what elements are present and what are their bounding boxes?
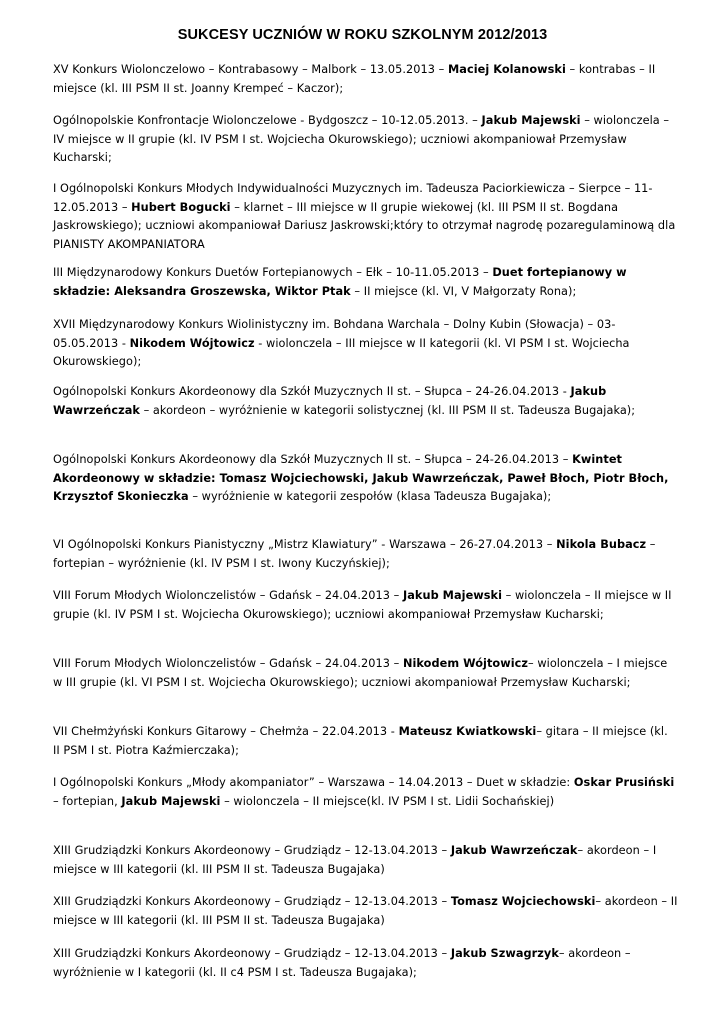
achievement-entry (53, 842, 678, 879)
participant-name: Nikodem Wójtowicz (402, 657, 529, 670)
entry-text: Ogólnopolski Konkurs Akordeonowy dla Szkół Muzycznych II st. – Słupca – 24-26.04.2013 - (53, 385, 571, 398)
entry-text: – klarnet – III miejsce w II grupie wiekowej (kl. III PSM II st. Bogdana Jaskrowskiego); uczniowi akompaniował Dariusz Jaskrowski;który to otrzymał nagrodę pozaregulaminową dla PIANISTY AKOMPANIATORA (53, 200, 676, 251)
entry-text: XIII Grudziądzki Konkurs Akordeonowy – Grudziądz – 12-13.04.2013 – (53, 947, 451, 960)
achievement-entry (53, 264, 678, 301)
entry-text: – II miejsce (kl. VI, V Małgorzaty Rona); (350, 284, 577, 298)
entry-text: – kontrabas – II miejsce (kl. III PSM II st. Joanny Krempeć – Kaczor); (53, 63, 656, 95)
entry-text: VII Chełmżyński Konkurs Gitarowy – Chełmża – 22.04.2013 - (53, 725, 399, 738)
entry-text: XIII Grudziądzki Konkurs Akordeonowy – Grudziądz – 12-13.04.2013 – (53, 895, 451, 908)
entry-text: Ogólnopolski Konkurs Akordeonowy dla Szkół Muzycznych II st. – Słupca – 24-26.04.2013 – (53, 453, 573, 466)
participant-name: Jakub Szwagrzyk (450, 947, 559, 960)
participant-name: Oskar Prusiński (573, 776, 675, 789)
achievement-entry (53, 587, 678, 624)
entry-text: VIII Forum Młodych Wiolonczelistów – Gdańsk – 24.04.2013 – (53, 657, 403, 670)
entry-text: – gitara – II miejsce (kl. II PSM I st. Piotra Kaźmierczaka); (53, 725, 668, 757)
achievement-entry (53, 655, 678, 692)
entry-text: – akordeon – wyróżnienie w kategorii solistycznej (kl. III PSM II st. Tadeusza Bugajaka); (139, 403, 636, 417)
entry-text: – akordeon – wyróżnienie w I kategorii (kl. II c4 PSM I st. Tadeusza Bugajaka); (53, 947, 631, 979)
entry-text: XIII Grudziądzki Konkurs Akordeonowy – Grudziądz – 12-13.04.2013 – (53, 844, 451, 857)
page-title: SUKCESY UCZNIÓW W ROKU SZKOLNYM 2012/2013 (177, 27, 548, 43)
participant-name: Jakub Majewski (481, 114, 581, 127)
achievement-entry (53, 893, 678, 930)
participant-name: Kwintet Akordeonowy w składzie: Tomasz Wojciechowski, Jakub Wawrzeńczak, Paweł Błoch, Piotr Błoch, Krzysztof Skonieczka (53, 453, 669, 504)
entry-text: – akordeon – II miejsce w III kategorii (kl. III PSM II st. Tadeusza Bugajaka) (53, 895, 678, 927)
achievement-entry (53, 945, 678, 982)
participant-name: Tomasz Wojciechowski (450, 895, 596, 908)
achievement-entry (53, 723, 678, 760)
entry-text: VI Ogólnopolski Konkurs Pianistyczny „Mistrz Klawiatury” - Warszawa – 26-27.04.2013 – (53, 538, 557, 551)
entry-text: Ogólnopolskie Konfrontacje Wiolonczelowe - Bydgoszcz – 10-12.05.2013. – (53, 114, 482, 127)
entry-text: - wiolonczela – III miejsce w II kategorii (kl. VI PSM I st. Wojciecha Okurowskiego); (53, 336, 630, 369)
achievement-entry (53, 316, 678, 372)
participant-name: Jakub Majewski (402, 589, 503, 602)
entry-text: – wiolonczela – II miejsce(kl. IV PSM I st. Lidii Sochańskiej) (220, 794, 555, 808)
participant-name: Hubert Bogucki (131, 200, 231, 214)
participant-name: Nikola Bubacz (556, 538, 647, 551)
achievement-entry (53, 774, 678, 811)
entry-text: – akordeon – I miejsce w III kategorii (kl. III PSM II st. Tadeusza Bugajaka) (53, 844, 657, 876)
achievement-entry (53, 180, 678, 254)
achievement-entry (53, 383, 678, 420)
achievement-entry (53, 112, 678, 168)
participant-name: Mateusz Kwiatkowski (398, 725, 537, 738)
participant-name: Duet fortepianowy w składzie: Aleksandra Groszewska, Wiktor Ptak (53, 266, 627, 298)
entry-text: – fortepian, (53, 794, 122, 808)
entry-text: – wiolonczela – IV miejsce w II grupie (kl. IV PSM I st. Wojciecha Okurowskiego); uczniowi akompaniował Przemysław Kucharski; (53, 114, 670, 165)
entry-text: – wyróżnienie w kategorii zespołów (klasa Tadeusza Bugajaka); (188, 490, 552, 504)
achievement-entry (53, 536, 678, 573)
entry-text: III Międzynarodowy Konkurs Duetów Fortepianowych – Ełk – 10-11.05.2013 – (53, 266, 493, 279)
achievement-entry (53, 451, 678, 507)
entry-text: XV Konkurs Wiolonczelowo – Kontrabasowy – Malbork – 13.05.2013 – (53, 63, 448, 76)
entry-text: I Ogólnopolski Konkurs Młodych Indywidualności Muzycznych im. Tadeusza Paciorkiewicza – Sierpce – 11-12.05.2013 – (53, 182, 653, 214)
entry-text: – wiolonczela – I miejsce w III grupie (kl. VI PSM I st. Wojciecha Okurowskiego); uczniowi akompaniował Przemysław Kucharski; (53, 657, 668, 689)
participant-name: Jakub Wawrzeńczak (450, 844, 578, 857)
entry-text: VIII Forum Młodych Wiolonczelistów – Gdańsk – 24.04.2013 – (53, 589, 403, 602)
entry-text: I Ogólnopolski Konkurs „Młody akompaniator” – Warszawa – 14.04.2013 – Duet w składzie: (53, 776, 574, 789)
entry-text: – fortepian – wyróżnienie (kl. IV PSM I st. Iwony Kuczyńskiej); (53, 538, 656, 570)
entry-text: – wiolonczela – II miejsce w II grupie (kl. IV PSM I st. Wojciecha Okurowskiego); uczniowi akompaniował Przemysław Kucharski; (53, 589, 672, 621)
achievement-entry (53, 61, 678, 98)
participant-name: Jakub Wawrzeńczak (53, 385, 607, 417)
entry-text: XVII Międzynarodowy Konkurs Wiolinistyczny im. Bohdana Warchala – Dolny Kubin (Słowacja) – 03-05.05.2013 - (53, 318, 616, 350)
participant-name: Maciej Kolanowski (447, 63, 566, 76)
participant-name: Nikodem Wójtowicz (129, 336, 255, 350)
participant-name: Jakub Majewski (121, 794, 221, 808)
